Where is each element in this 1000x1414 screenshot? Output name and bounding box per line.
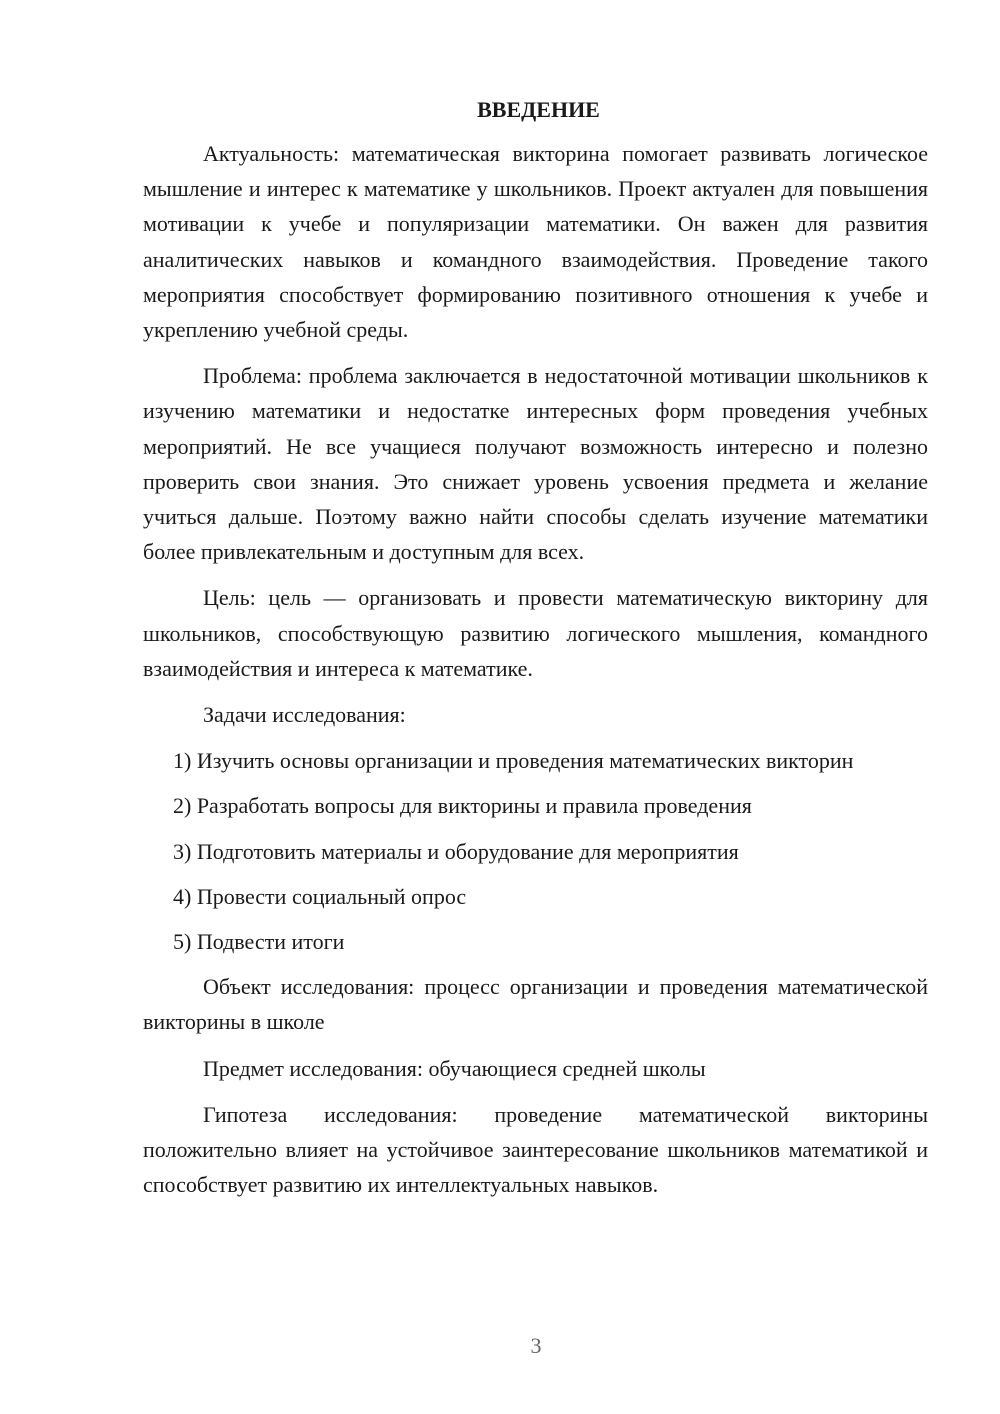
page-number: 3: [530, 1333, 542, 1358]
task-item-1: 1) Изучить основы организации и проведения математических викторин: [173, 748, 854, 774]
section-heading: ВВЕДЕНИЕ: [477, 97, 600, 122]
task-item-5: 5) Подвести итоги: [173, 929, 345, 955]
paragraph-hypothesis: Гипотеза исследования: проведение математической викторины положительно влияет на устойчивое заинтересование школьников математикой и способствует развитию их интеллектуальных навыков.: [143, 1101, 928, 1198]
paragraph-problem: Проблема: проблема заключается в недостаточной мотивации школьников к изучению математики и недостатке интересных форм проведения учебных мероприятий. Не все учащиеся получают возможность интересно и полезно проверить свои знания. Это снижает уровень усвоения предмета и желание учиться дальше. Поэтому важно найти способы сделать изучение математики более привлекательным и доступным для всех.: [143, 363, 928, 565]
paragraph-subject: Предмет исследования: обучающиеся средней школы: [203, 1055, 706, 1081]
task-item-4: 4) Провести социальный опрос: [173, 883, 467, 909]
paragraph-relevance: Актуальность: математическая викторина помогает развивать логическое мышление и интерес к математике у школьников. Проект актуален для повышения мотивации к учебе и популяризации математики. Он важен для развития аналитических навыков и командного взаимодействия. Проведение такого мероприятия способствует формированию позитивного отношения к учебе и укреплению учебной среды.: [143, 141, 928, 343]
tasks-title: Задачи исследования:: [203, 702, 406, 728]
paragraph-goal: Цель: цель — организовать и провести математическую викторину для школьников, способствующую развитию логического мышления, командного взаимодействия и интереса к математике.: [143, 585, 928, 681]
paragraph-object: Объект исследования: процесс организации и проведения математической викторины в школе: [143, 974, 928, 1035]
task-item-3: 3) Подготовить материалы и оборудование для мероприятия: [173, 838, 739, 864]
page-content: [143, 92, 928, 1213]
task-item-2: 2) Разработать вопросы для викторины и правила проведения: [173, 793, 752, 819]
